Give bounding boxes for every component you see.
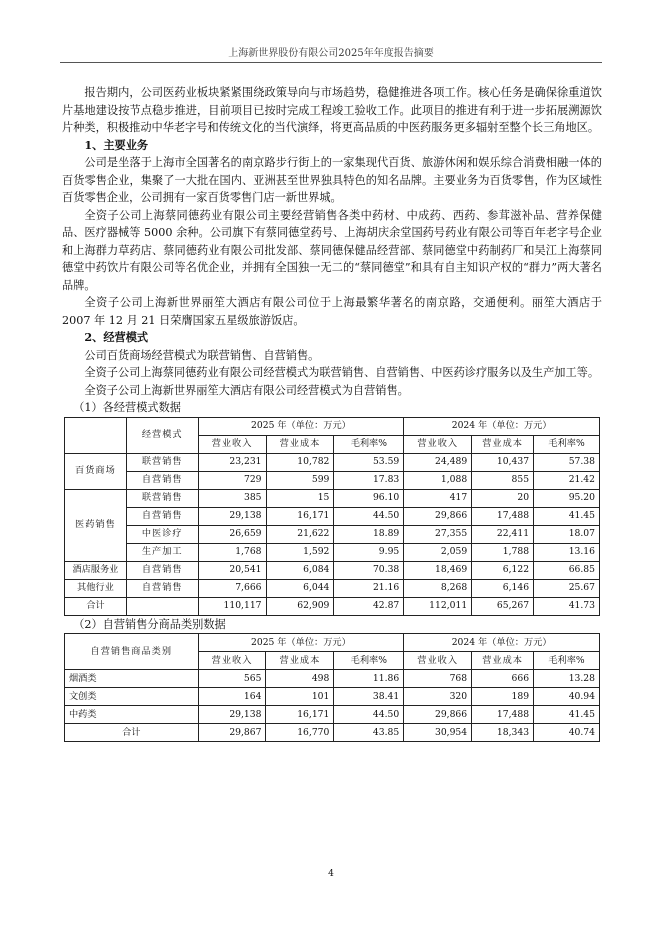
table-cell: 2,059 [404,543,472,561]
table-row [65,471,600,489]
table-cell: 385 [198,489,266,507]
table-cell: 17.83 [334,471,404,489]
table-header-cell: 毛利率% [534,652,600,670]
table-cell: 70.38 [334,561,404,579]
table-cell: 29,866 [404,706,472,724]
table-cell: 565 [198,670,266,688]
table-cell: 666 [472,670,534,688]
table-header-cell: 营业成本 [472,435,534,453]
table-cell: 7,666 [198,579,266,597]
table-row [65,507,600,525]
table-total-label: 合计 [65,724,199,742]
table-cell: 164 [198,688,266,706]
table-cell: 21.42 [534,471,600,489]
table-cell: 1,788 [472,543,534,561]
table-cell: 95.20 [534,489,600,507]
table-cell: 41.73 [534,597,600,615]
paragraph-pharmacy-model: 全资子公司上海蔡同德药业有限公司经营模式为联营销售、自营销售、中医药诊疗服务以及生产加工等。 [84,366,600,379]
table-row [65,525,600,543]
page-header: 上海新世界股份有限公司2025年年度报告摘要 [228,48,434,59]
table-cell: 16,770 [266,724,334,742]
table-cell: 20,541 [198,561,266,579]
table-cell: 189 [472,688,534,706]
table-row [65,634,600,652]
section-heading-main-business: 1、主要业务 [84,137,149,152]
table-row [65,688,600,706]
paragraph-hotel-model: 全资子公司上海新世界丽笙大酒店有限公司经营模式为自营销售。 [84,383,409,397]
table-cell: 40.74 [534,724,600,742]
table-cell: 57.38 [534,453,600,471]
table-cell: 16,171 [266,507,334,525]
table-cell: 自营销售 [126,579,198,597]
table-cell: 10,782 [266,453,334,471]
table-total-row [65,724,600,742]
table-header-cell: 2025 年（单位：万元） [198,634,404,652]
table-cell: 17,488 [472,507,534,525]
business-mode-table [64,417,600,616]
table-group-cell: 酒店服务业 [65,561,127,579]
table-cell: 6,084 [266,561,334,579]
table-cell: 21,622 [266,525,334,543]
table-cell: 17,488 [472,706,534,724]
self-operated-category-table [64,633,600,742]
table-cell: 25.67 [534,579,600,597]
table-cell: 29,866 [404,507,472,525]
table-cell: 20 [472,489,534,507]
table-header-cell: 营业成本 [472,652,534,670]
table-cell: 44.50 [334,706,404,724]
table-row [65,706,600,724]
table-cell: 29,138 [198,706,266,724]
table-cell: 417 [404,489,472,507]
table-row [65,543,600,561]
table-cell: 中医诊疗 [126,525,198,543]
table-header-cell: 营业成本 [266,435,334,453]
table-header-cell: 2025 年（单位：万元） [198,417,404,435]
table-cell: 6,146 [472,579,534,597]
table-cell: 联营销售 [126,489,198,507]
table-cell: 38.41 [334,688,404,706]
table-group-cell: 其他行业 [65,579,127,597]
section-heading-business-model: 2、经营模式 [84,330,149,344]
table-total-row [65,597,600,615]
table-cell: 1,088 [404,471,472,489]
table-header-cell: 2024 年（单位：万元） [404,417,600,435]
table-cell: 65,267 [472,597,534,615]
table-header-cell: 自营销售商品类别 [65,634,199,670]
table-cell: 62,909 [266,597,334,615]
table-header-cell: 营业收入 [404,652,472,670]
table-cell: 40.94 [534,688,600,706]
table-cell: 30,954 [404,724,472,742]
table-row [65,670,600,688]
table-header-cell: 营业成本 [266,652,334,670]
table-header-cell: 经营模式 [126,417,198,453]
table-cell: 16,171 [266,706,334,724]
table-row [65,579,600,597]
table-cell: 42.87 [334,597,404,615]
table-cell: 10,437 [472,453,534,471]
table-cell: 11.86 [334,670,404,688]
paragraph-department-store: 公司是坐落于上海市全国著名的南京路步行街上的一家集现代百货、旅游休闲和娱乐综合消费相融一体的百货零售企业，集聚了一大批在国内、亚洲甚至世界独具特色的知名品牌。主要业务为百货零售，作为区域性百货零售企业，公司拥有一家百货零售门店一新世界城。 [62,156,602,204]
paragraph-pharmacy: 全资子公司上海蔡同德药业有限公司主要经营销售各类中药材、中成药、西药、参茸滋补品、营养保健品、医疗器械等 5000 余种。公司旗下有蔡同德堂药号、上海胡庆余堂国药号药业有限公司等百年老字号企业和上海群力草药店、蔡同德药业有限公司批发部、蔡同德保健品经营部、蔡同德堂中药制药厂和吴江上海蔡同德堂中药饮片有限公司等名优企业，并拥有全国独一无二的“蔡同德堂”和具有自主知识产权的“群力”两大著名品牌。 [62,208,602,292]
table-cell: 联营销售 [126,453,198,471]
table-cell: 27,355 [404,525,472,543]
intro-paragraph: 报告期内，公司医药业板块紧紧围绕政策导向与市场趋势，稳健推进各项工作。核心任务是确保徐重道饮片基地建设按节点稳步推进，目前项目已按时完成工程竣工验收工作。此项目的推进有利于进一步拓展溯源饮片种类，积极推动中华老字号和传统文化的当代演绎，将更高品质的中医药服务更多辐射至整个长三角地区。 [62,86,602,134]
table-cell: 13.28 [534,670,600,688]
table-cell: 498 [266,670,334,688]
table-row [65,417,600,435]
table-cell: 22,411 [472,525,534,543]
table-header-cell: 2024 年（单位：万元） [404,634,600,652]
table-cell: 23,231 [198,453,266,471]
table-cell: 18.07 [534,525,600,543]
table-cell: 96.10 [334,489,404,507]
table-cell: 26,659 [198,525,266,543]
table-header-cell: 毛利率% [534,435,600,453]
table-cell: 110,117 [198,597,266,615]
table-cell: 8,268 [404,579,472,597]
table-header-cell: 毛利率% [334,652,404,670]
table1-caption: （1）各经营模式数据 [73,401,181,414]
table-group-cell: 百货商场 [65,453,127,489]
table-header-cell: 营业收入 [198,435,266,453]
table-cell [126,597,198,615]
table-cell: 烟酒类 [65,670,199,688]
table-cell: 599 [266,471,334,489]
table-row [65,453,600,471]
table-cell: 6,044 [266,579,334,597]
table-row [65,489,600,507]
table-total-label: 合计 [65,597,127,615]
table-cell: 29,138 [198,507,266,525]
table-cell: 中药类 [65,706,199,724]
table-cell: 24,489 [404,453,472,471]
table-cell: 文创类 [65,688,199,706]
table-cell: 44.50 [334,507,404,525]
paragraph-hotel: 全资子公司上海新世界丽笙大酒店有限公司位于上海最繁华著名的南京路，交通便利。丽笙大酒店于2007 年 12 月 21 日荣膺国家五星级旅游饭店。 [62,296,602,327]
table-cell: 13.16 [534,543,600,561]
table-cell: 41.45 [534,706,600,724]
table-cell: 29,867 [198,724,266,742]
table-cell: 768 [404,670,472,688]
page-number: 4 [328,869,334,879]
table-cell: 53.59 [334,453,404,471]
table-cell: 自营销售 [126,471,198,489]
table-cell: 18,469 [404,561,472,579]
table-header-cell: 营业收入 [198,652,266,670]
table-cell: 66.85 [534,561,600,579]
table-cell: 1,768 [198,543,266,561]
table-cell: 自营销售 [126,507,198,525]
table-cell: 112,011 [404,597,472,615]
table-cell: 320 [404,688,472,706]
table-cell: 18,343 [472,724,534,742]
paragraph-store-model: 公司百货商场经营模式为联营销售、自营销售。 [84,348,320,362]
table-header-cell: 营业收入 [404,435,472,453]
table-cell: 101 [266,688,334,706]
table2-caption: （2）自营销售分商品类别数据 [73,617,226,631]
table-cell: 41.45 [534,507,600,525]
table-cell: 9.95 [334,543,404,561]
table-header-cell [65,417,127,453]
table-cell: 15 [266,489,334,507]
report-body [62,84,602,742]
table-cell: 1,592 [266,543,334,561]
table-header-cell: 毛利率% [334,435,404,453]
table-row [65,561,600,579]
table-cell: 6,122 [472,561,534,579]
table-group-cell: 医药销售 [65,489,127,561]
header-divider [60,62,602,63]
table-cell: 自营销售 [126,561,198,579]
table-cell: 21.16 [334,579,404,597]
table-cell: 729 [198,471,266,489]
table-cell: 18.89 [334,525,404,543]
table-cell: 生产加工 [126,543,198,561]
table-cell: 855 [472,471,534,489]
table-cell: 43.85 [334,724,404,742]
